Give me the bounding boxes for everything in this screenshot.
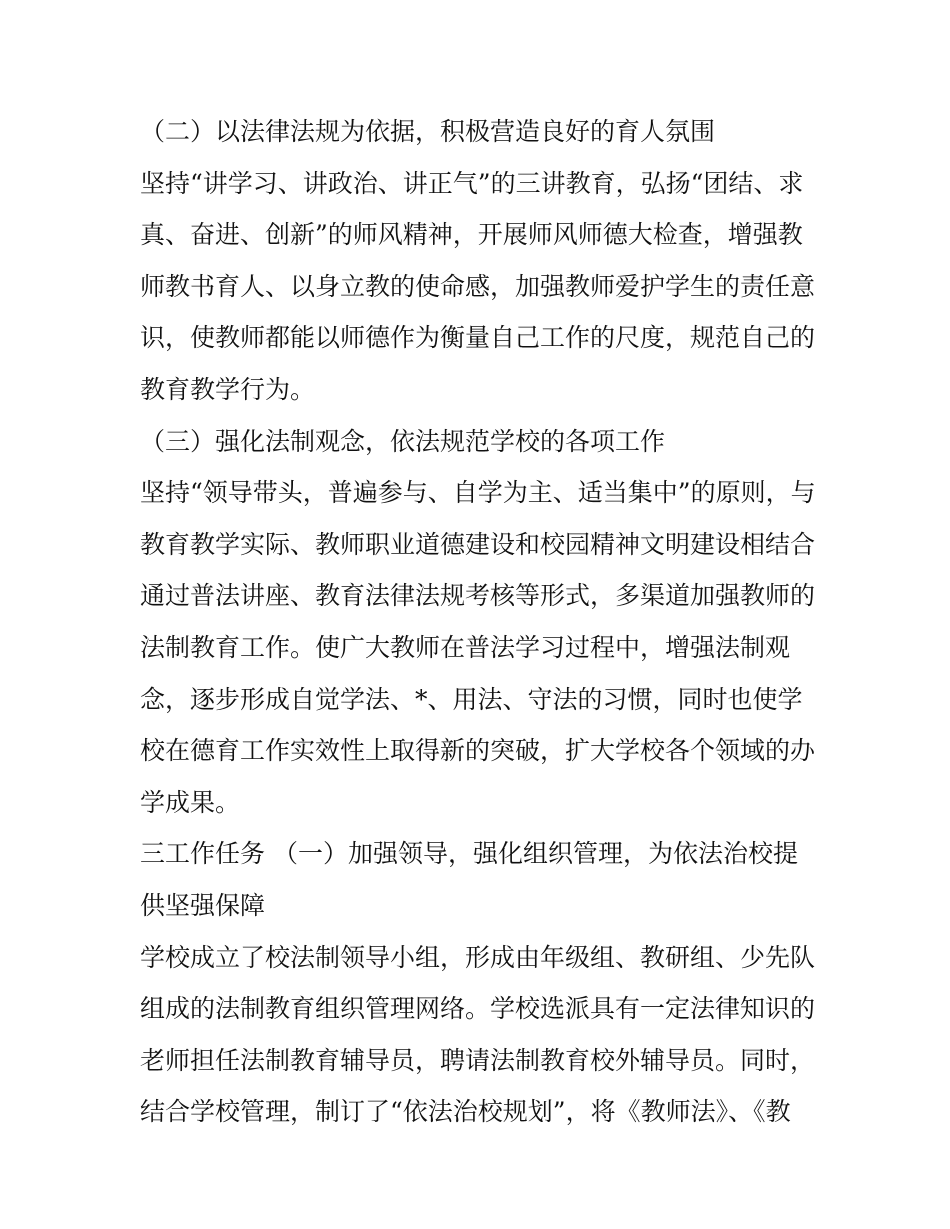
paragraph-line: 通过普法讲座、教育法律法规考核等形式，多渠道加强教师的: [140, 581, 816, 611]
paragraph-line: 念，逐步形成自觉学法、*、用法、守法的习惯，同时也使学: [140, 684, 803, 714]
paragraph-line: 校在德育工作实效性上取得新的突破，扩大学校各个领域的办: [140, 736, 816, 766]
paragraph-line: 学校成立了校法制领导小组，形成由年级组、教研组、少先队: [140, 942, 816, 972]
paragraph-line: 师教书育人、以身立教的使命感，加强教师爱护学生的责任意: [140, 271, 816, 301]
paragraph-line: 教育教学行为。: [140, 374, 316, 404]
section-heading-work-tasks: 三工作任务 （一）加强领导，强化组织管理，为依法治校提: [140, 839, 798, 869]
section-heading-3: （三）强化法制观念，依法规范学校的各项工作: [140, 426, 666, 456]
paragraph-line: 真、奋进、创新”的师风精神，开展师风师德大检查，增强教: [140, 220, 803, 250]
paragraph-line: 法制教育工作。使广大教师在普法学习过程中，增强法制观: [140, 632, 791, 662]
section-heading-2: （二）以法律法规为依据，积极营造良好的育人氛围: [140, 117, 716, 146]
paragraph-line: 识，使教师都能以师德作为衡量自己工作的尺度，规范自己的: [140, 323, 816, 353]
document-body: [140, 106, 820, 1138]
paragraph-line: 结合学校管理，制订了“依法治校规划”，将《教师法》、《教: [140, 1097, 791, 1127]
section-heading-work-tasks-cont: 供坚强保障: [140, 890, 266, 920]
paragraph-line: 坚持“讲学习、讲政治、讲正气”的三讲教育，弘扬“团结、求: [140, 168, 804, 198]
paragraph-line: 老师担任法制教育辅导员，聘请法制教育校外辅导员。同时，: [140, 1045, 816, 1075]
paragraph-line: 学成果。: [140, 787, 241, 817]
paragraph-line: 组成的法制教育组织管理网络。学校选派具有一定法律知识的: [140, 994, 816, 1024]
paragraph-line: 坚持“领导带头，普遍参与、自学为主、适当集中”的原则，与: [140, 478, 816, 508]
paragraph-line: 教育教学实际、教师职业道德建设和校园精神文明建设相结合: [140, 529, 816, 559]
